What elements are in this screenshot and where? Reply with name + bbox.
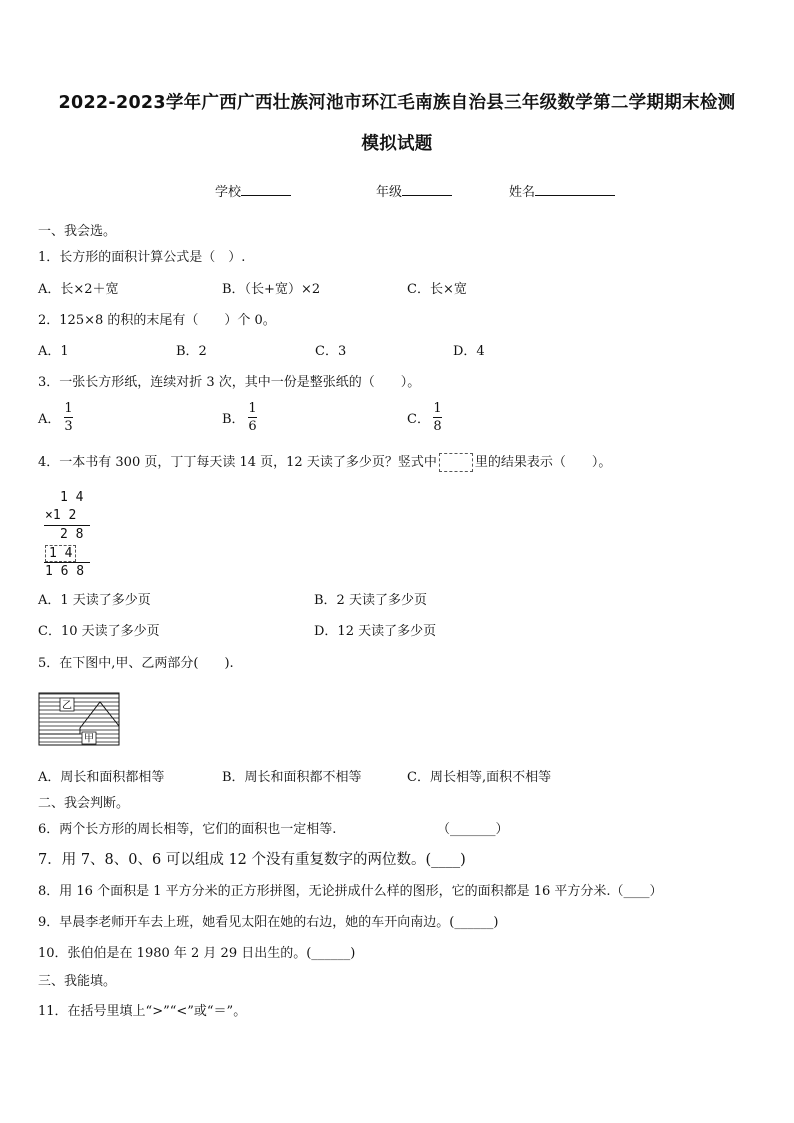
- question-10-text: 10．张伯伯是在 1980 年 2 月 29 日出生的。(______): [38, 946, 356, 961]
- calc-row-partial-2-boxed: 1 4: [45, 545, 76, 562]
- question-1-option-b[interactable]: B．（长+宽）×2: [222, 282, 321, 297]
- grade-label: 年级: [376, 185, 403, 200]
- question-5-option-c[interactable]: C．周长相等,面积不相等: [407, 770, 552, 785]
- question-4-stem-start: 4．一本书有 300 页，丁丁每天读 14 页，12 天读了多少页？竖式中: [38, 455, 437, 470]
- section-heading-2: 二、我会判断。: [38, 796, 130, 811]
- question-4-option-d[interactable]: D．12 天读了多少页: [314, 624, 437, 639]
- question-2-option-a[interactable]: A．1: [38, 344, 69, 359]
- fraction-denominator: 8: [433, 419, 442, 434]
- question-8-text: 8．用 16 个面积是 1 平方分米的正方形拼图，无论拼成什么样的图形，它的面积都是 16 平方分米.（____）: [38, 884, 663, 899]
- question-2-option-b[interactable]: B．2: [176, 344, 207, 359]
- fraction-denominator: 6: [248, 419, 257, 434]
- question-5-option-a[interactable]: A．周长和面积都相等: [38, 770, 165, 785]
- section-heading-3: 三、我能填。: [38, 974, 117, 989]
- figure-label-jia: 甲: [84, 733, 94, 745]
- dashed-box-icon: [439, 453, 473, 472]
- name-blank[interactable]: [535, 183, 615, 196]
- fraction-one-third: [64, 401, 73, 434]
- calc-row-multiplicand: 1 4: [60, 490, 84, 505]
- calc-row-multiplier: ×1 2: [45, 508, 77, 523]
- page-title: 2022-2023学年广西广西壮族河池市环江毛南族自治县三年级数学第二学期期末检测: [58, 93, 736, 113]
- page-title-line2: 模拟试题: [361, 134, 433, 154]
- calc-row-product: 1 6 8: [45, 564, 85, 579]
- section-heading-1: 一、我会选。: [38, 224, 117, 239]
- calc-row-partial-1: 2 8: [60, 527, 84, 542]
- fraction-one-eighth: [433, 401, 442, 434]
- school-blank[interactable]: [241, 183, 291, 196]
- question-4-option-b[interactable]: B．2 天读了多少页: [314, 593, 427, 608]
- question-4-stem: [38, 453, 611, 472]
- question-9-text: 9．早晨李老师开车去上班，她看见太阳在她的右边，她的车开向南边。(______): [38, 915, 499, 930]
- shape-figure: [38, 692, 120, 746]
- figure-label-yi: 乙: [62, 700, 72, 712]
- fraction-numerator: 1: [64, 401, 73, 416]
- question-3-stem: 3．一张长方形纸，连续对折 3 次，其中一份是整张纸的（ ）。: [38, 375, 421, 390]
- question-3-option-c[interactable]: C．: [407, 412, 430, 427]
- name-field: [509, 183, 615, 201]
- question-2-option-c[interactable]: C．3: [315, 344, 347, 359]
- school-label: 学校: [215, 185, 242, 200]
- school-field: [215, 183, 291, 201]
- question-1-option-c[interactable]: C．长×宽: [407, 282, 467, 297]
- question-6-text: 6．两个长方形的周长相等，它们的面积也一定相等.: [38, 822, 337, 837]
- question-6-answer-blank[interactable]: （_______）: [437, 822, 509, 837]
- fraction-denominator: 3: [64, 419, 73, 434]
- grade-field: [376, 183, 452, 201]
- question-3-option-a[interactable]: A．: [38, 412, 61, 427]
- fraction-numerator: 1: [248, 401, 257, 416]
- question-5-stem: 5．在下图中,甲、乙两部分( ).: [38, 656, 234, 671]
- name-label: 姓名: [509, 185, 536, 200]
- question-7-text: 7．用 7、8、0、6 可以组成 12 个没有重复数字的两位数。(____): [38, 852, 466, 868]
- question-1-stem: 1．长方形的面积计算公式是（ ）.: [38, 250, 246, 265]
- question-2-stem: 2．125×8 的积的末尾有（ ）个 0。: [38, 313, 276, 328]
- grade-blank[interactable]: [402, 183, 452, 196]
- question-4-option-c[interactable]: C．10 天读了多少页: [38, 624, 160, 639]
- question-2-option-d[interactable]: D．4: [453, 344, 485, 359]
- question-11-text: 11．在括号里填上“>”“<”或“＝”。: [38, 1004, 247, 1019]
- fraction-numerator: 1: [433, 401, 442, 416]
- fraction-one-sixth: [248, 401, 257, 434]
- vertical-multiplication: [40, 490, 100, 582]
- question-5-option-b[interactable]: B．周长和面积都不相等: [222, 770, 362, 785]
- question-3-option-b[interactable]: B．: [222, 412, 245, 427]
- question-1-option-a[interactable]: A．长×2＋宽: [38, 282, 119, 297]
- question-4-stem-end: 里的结果表示（ ）。: [474, 455, 612, 470]
- question-4-option-a[interactable]: A．1 天读了多少页: [38, 593, 151, 608]
